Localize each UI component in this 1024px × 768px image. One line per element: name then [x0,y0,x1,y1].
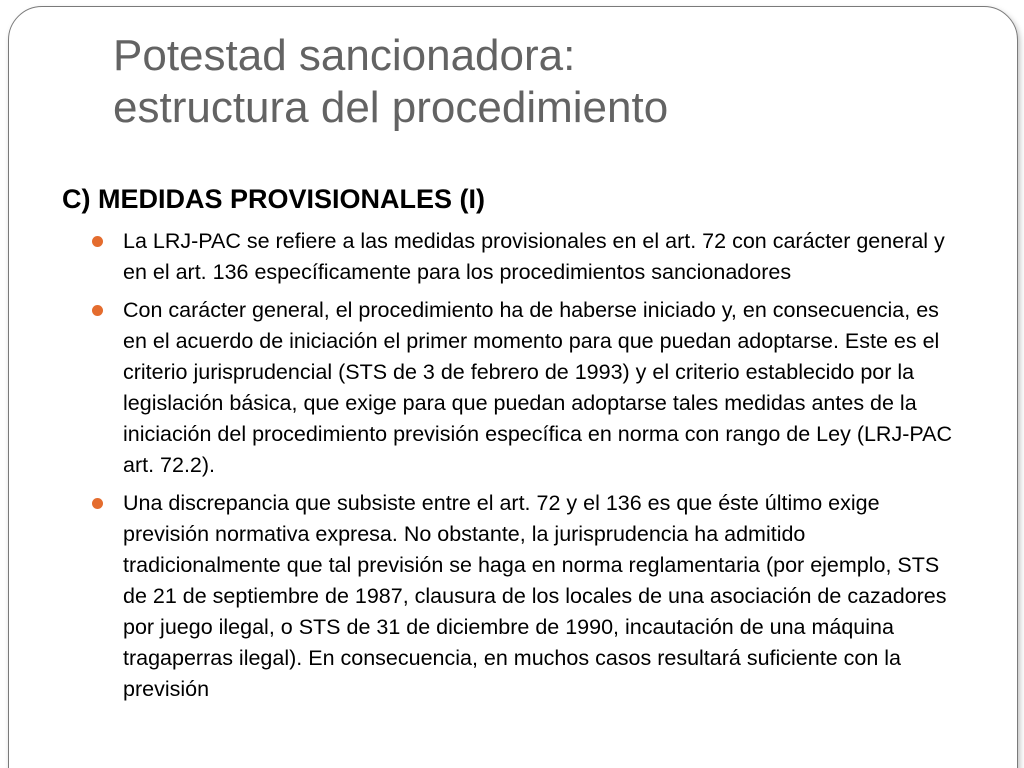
bullet-text: La LRJ-PAC se refiere a las medidas provisionales en el art. 72 con carácter general y en el art. 136 específicamente para los procedimientos sancionadores [123,229,945,284]
slide-content [62,180,967,712]
bullet-item [62,295,967,481]
slide-title-line-1: Potestad sancionadora: [113,31,576,80]
bullet-item [62,226,967,288]
slide-title-line-2: estructura del procedimiento [113,83,669,132]
bullet-list [62,226,967,705]
bullet-text: Con carácter general, el procedimiento ha de haberse iniciado y, en consecuencia, es en el acuerdo de iniciación el primer momento para que puedan adoptarse. Este es el criterio jurisprudencial (STS de 3 de febrero de 1993) y el criterio establecido por la legislación básica, que exige para que puedan adoptarse tales medidas antes de la iniciación del procedimiento previsión específica en norma con rango de Ley (LRJ-PAC art. 72.2). [123,298,952,477]
bullet-text: Una discrepancia que subsiste entre el art. 72 y el 136 es que éste último exige previsión normativa expresa. No obstante, la jurisprudencia ha admitido tradicionalmente que tal previsión se haga en norma reglamentaria (por ejemplo, STS de 21 de septiembre de 1987, clausura de los locales de una asociación de cazadores por juego ilegal, o STS de 31 de diciembre de 1990, incautación de una máquina tragaperras ilegal). En consecuencia, en muchos casos resultará suficiente con la previsión [123,491,947,701]
section-heading: C) MEDIDAS PROVISIONALES (I) [62,184,486,214]
bullet-dot-icon [92,305,103,316]
bullet-dot-icon [92,498,103,509]
bullet-item [62,488,967,705]
slide-title [113,30,993,134]
bullet-dot-icon [92,236,103,247]
